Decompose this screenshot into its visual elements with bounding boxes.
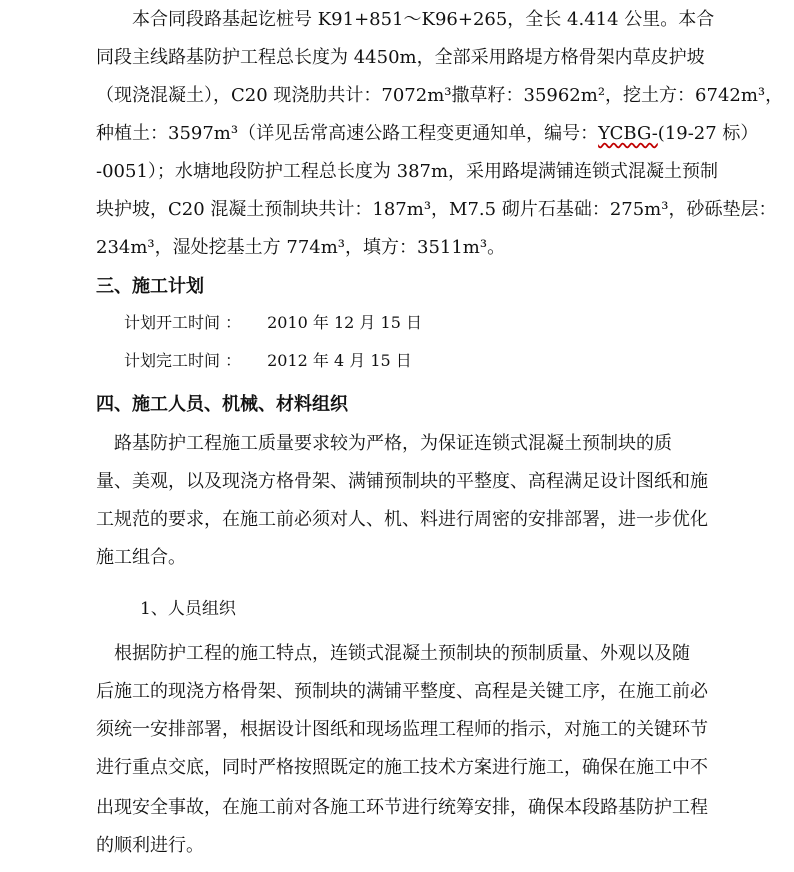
intro-line-4 xyxy=(96,122,759,146)
planned-end-label: 计划完工时间 ： xyxy=(124,351,242,370)
para2-line-3: 须统一安排部署，根据设计图纸和现场监理工程师的指示，对施工的关键环节 xyxy=(96,719,708,740)
intro-line-4-text: 种植土：3597m³（详见岳常高速公路工程变更通知单，编号： xyxy=(96,123,599,144)
planned-end-row xyxy=(124,350,412,372)
intro-line-3: （现浇混凝土），C20 现浇肋共计：7072m³撒草籽：35962m²，挖土方：6742m³， xyxy=(96,85,784,106)
subsection-1-heading: 1、人员组织 xyxy=(140,599,236,619)
change-notice-code: YCBG- xyxy=(598,123,658,144)
intro-line-1: 本合同段路基起讫桩号 K91+851～K96+265，全长 4.414 公里。本合 xyxy=(96,9,715,30)
para2-line-1: 根据防护工程的施工特点，连锁式混凝土预制块的预制质量、外观以及随 xyxy=(96,643,690,664)
intro-line-6: 块护坡，C20 混凝土预制块共计：187m³，M7.5 砌片石基础：275m³，砂砾垫层： xyxy=(96,199,777,220)
intro-line-2: 同段主线路基防护工程总长度为 4450m，全部采用路堤方格骨架内草皮护坡 xyxy=(96,47,705,68)
para1-line-4: 施工组合。 xyxy=(96,547,186,568)
section-4-heading: 四、施工人员、机械、材料组织 xyxy=(96,394,348,415)
intro-line-4-tail: (19-27 标） xyxy=(657,123,759,144)
para2-line-5: 出现安全事故，在施工前对各施工环节进行统筹安排，确保本段路基防护工程 xyxy=(96,797,708,818)
planned-start-row xyxy=(124,312,422,334)
section-3-heading: 三、施工计划 xyxy=(96,276,204,297)
para2-line-2: 后施工的现浇方格骨架、预制块的满铺平整度、高程是关键工序，在施工前必 xyxy=(96,681,708,702)
para2-line-6: 的顺利进行。 xyxy=(96,835,204,856)
intro-line-7: 234m³，湿处挖基土方 774m³，填方：3511m³。 xyxy=(96,237,506,258)
planned-start-label: 计划开工时间 ： xyxy=(124,313,242,332)
planned-end-value: 2012 年 4 月 15 日 xyxy=(267,351,412,370)
para1-line-1: 路基防护工程施工质量要求较为严格，为保证连锁式混凝土预制块的质 xyxy=(96,433,672,454)
para1-line-3: 工规范的要求，在施工前必须对人、机、料进行周密的安排部署，进一步优化 xyxy=(96,509,708,530)
intro-line-5: -0051）；水塘地段防护工程总长度为 387m，采用路堤满铺连锁式混凝土预制 xyxy=(96,161,719,182)
para1-line-2: 量、美观，以及现浇方格骨架、满铺预制块的平整度、高程满足设计图纸和施 xyxy=(96,471,708,492)
planned-start-value: 2010 年 12 月 15 日 xyxy=(267,313,422,332)
para2-line-4: 进行重点交底，同时严格按照既定的施工技术方案进行施工，确保在施工中不 xyxy=(96,757,708,778)
